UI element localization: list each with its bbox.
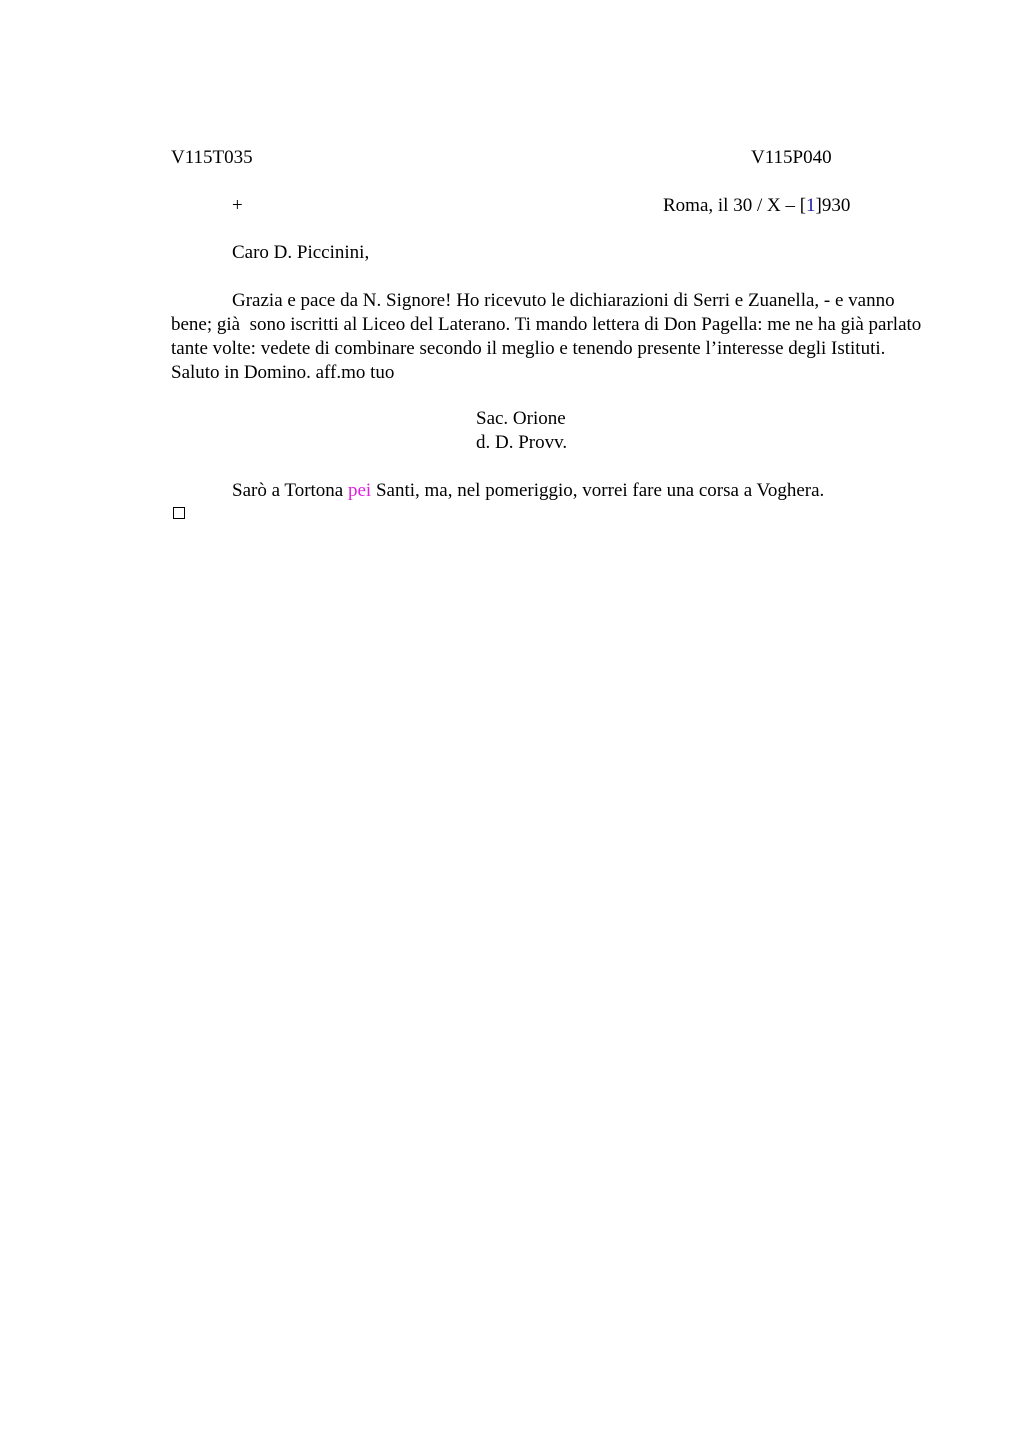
document-code-left: V115T035 [171, 147, 253, 168]
dateline-bracket-close: ] [815, 195, 822, 216]
postscript [232, 479, 824, 503]
square-symbol-icon [173, 507, 185, 519]
document-code-right: V115P040 [751, 147, 832, 168]
salutation: Caro D. Piccinini, [232, 242, 370, 263]
dateline-bracket-open: [ [799, 195, 807, 216]
dateline [663, 194, 850, 218]
dateline-bracket-digit: 1 [806, 195, 816, 216]
dateline-place: Roma, il 30 / X – [663, 195, 800, 216]
letter-body: Grazia e pace da N. Signore! Ho ricevuto le dichiarazioni di Serri e Zuanella, - e vanno bene; già sono iscritti al Liceo del Laterano. Ti mando lettera di Don Pagella: me ne ha già parlato tante volte: vedete di combinare secondo il meglio e tenendo presente l’interesse degli Istituti. Saluto in Domino. aff.mo tuo [171, 290, 927, 383]
cross-symbol: + [232, 195, 243, 216]
signature-title: d. D. Provv. [476, 432, 568, 453]
postscript-highlight: pei [348, 480, 372, 501]
dateline-year: 930 [821, 195, 851, 216]
postscript-text-before: Sarò a Tortona [232, 480, 348, 501]
postscript-text-after: Santi, ma, nel pomeriggio, vorrei fare una corsa a Voghera. [371, 480, 825, 501]
signature-name: Sac. Orione [476, 408, 566, 429]
